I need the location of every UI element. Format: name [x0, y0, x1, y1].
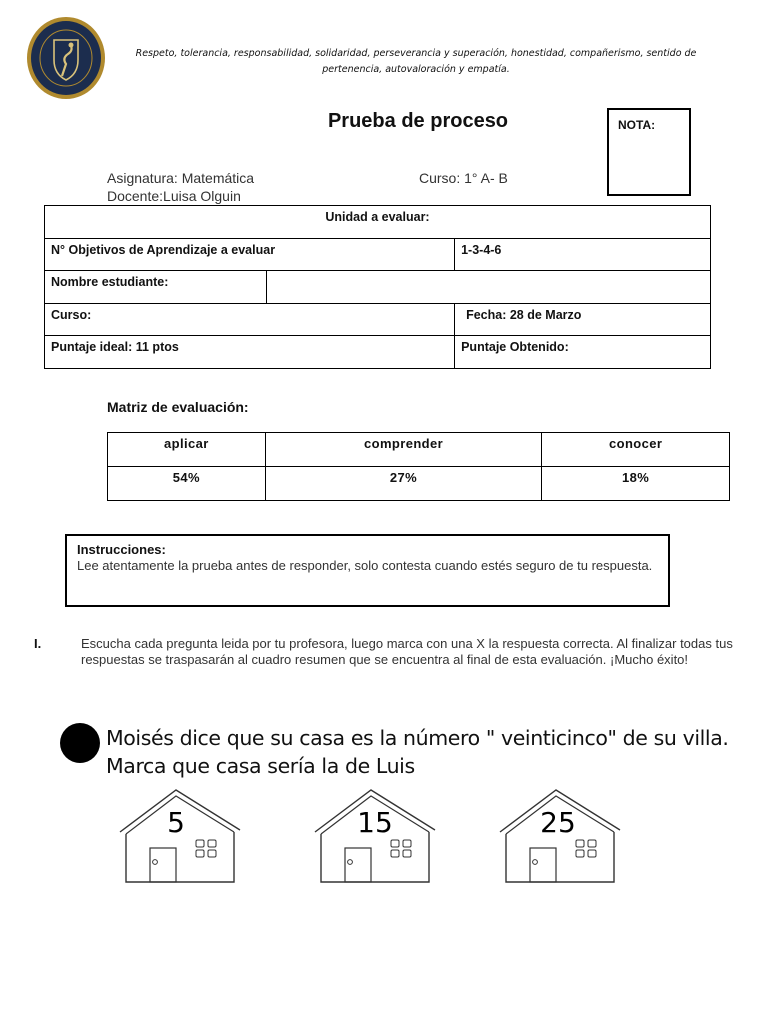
subject-label: Asignatura: Matemática — [107, 170, 255, 186]
objectives-label-cell: N° Objetivos de Aprendizaje a evaluar — [45, 238, 455, 271]
table-row — [45, 336, 711, 369]
section-instructions: Escucha cada pregunta leida por tu profesora, luego marca con una X la respuesta correcta. Al finalizar todas tus respuestas se traspasarán al cuadro resumen que se encuentra al final de esta evaluación. ¡Mucho éxito! — [81, 636, 733, 667]
matrix-title: Matriz de evaluación: — [107, 399, 249, 415]
page-title: Prueba de proceso — [327, 110, 509, 132]
school-values-motto: Respeto, tolerancia, responsabilidad, solidaridad, perseverancia y superación, honestidad, compañerismo, sentido de pertenencia, autovaloración y empatía. — [135, 48, 697, 75]
matrix-value-comprender: 27% — [265, 467, 542, 501]
student-name-label-cell: Nombre estudiante: — [45, 271, 267, 304]
matrix-value-conocer: 18% — [542, 467, 730, 501]
table-row — [45, 303, 711, 336]
house-option-5[interactable] — [118, 784, 242, 884]
house-option-15[interactable] — [313, 784, 437, 884]
course-label: Curso: 1° A- B — [419, 170, 508, 186]
grade-box[interactable] — [607, 108, 691, 196]
school-logo — [26, 16, 106, 100]
table-row — [45, 271, 711, 304]
teacher-label: Docente:Luisa Olguin — [107, 188, 241, 204]
matrix-header-conocer: conocer — [542, 433, 730, 467]
student-info-table — [44, 205, 711, 369]
question-prompt: Marca que casa sería la de Luis — [106, 754, 415, 778]
evaluation-matrix-table — [107, 432, 730, 501]
table-row — [108, 467, 730, 501]
instructions-body: Lee atentamente la prueba antes de responder, solo contesta cuando estés seguro de tu respuesta. — [77, 558, 653, 573]
table-row — [45, 238, 711, 271]
grade-label: NOTA: — [618, 118, 656, 132]
matrix-header-comprender: comprender — [265, 433, 542, 467]
matrix-header-aplicar: aplicar — [108, 433, 266, 467]
house-number: 25 — [540, 806, 576, 839]
course-field[interactable]: Curso: — [45, 303, 455, 336]
house-number: 15 — [357, 806, 393, 839]
student-name-field[interactable] — [267, 271, 711, 304]
matrix-value-aplicar: 54% — [108, 467, 266, 501]
date-cell: Fecha: 28 de Marzo — [455, 303, 711, 336]
question-text: Moisés dice que su casa es la número " veinticinco" de su villa. — [106, 726, 729, 750]
instructions-heading: Instrucciones: — [77, 542, 166, 557]
table-row — [45, 206, 711, 239]
table-row — [108, 433, 730, 467]
section-number: I. — [34, 636, 42, 651]
unit-cell: Unidad a evaluar: — [45, 206, 711, 239]
objectives-value-cell: 1-3-4-6 — [455, 238, 711, 271]
ideal-score-cell: Puntaje ideal: 11 ptos — [45, 336, 455, 369]
obtained-score-field[interactable]: Puntaje Obtenido: — [455, 336, 711, 369]
house-number: 5 — [167, 806, 185, 839]
house-option-25[interactable] — [498, 784, 622, 884]
question-bullet — [60, 723, 100, 763]
instructions-box — [65, 534, 670, 607]
